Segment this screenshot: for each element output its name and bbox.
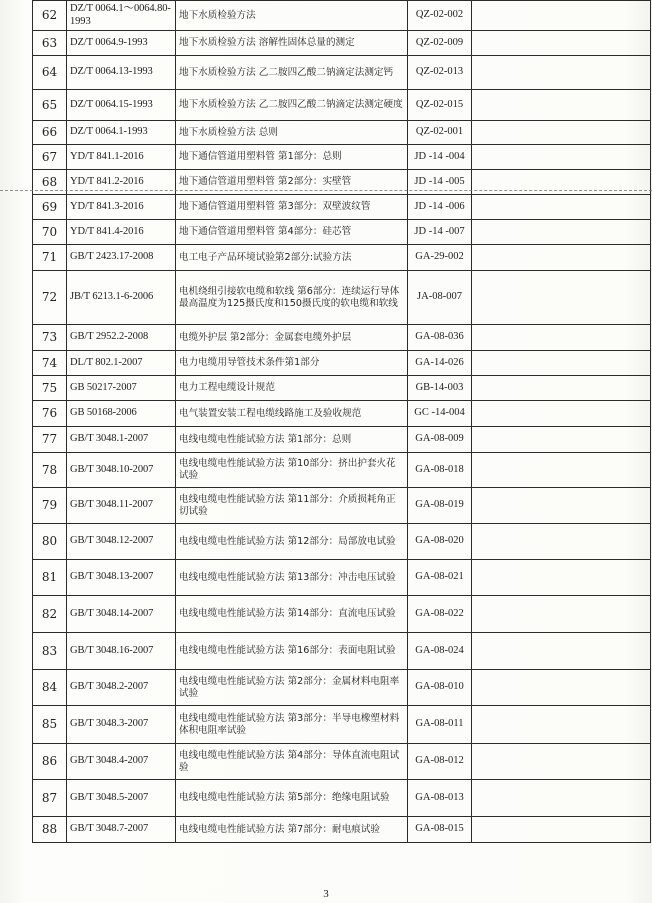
standard-code: DZ/T 0064.9-1993	[67, 31, 176, 56]
table-row	[33, 596, 651, 633]
table-row	[33, 351, 651, 376]
standard-code: YD/T 841.2-2016	[67, 170, 176, 195]
remarks-cell	[472, 376, 651, 401]
row-number: 76	[33, 401, 67, 427]
remarks-cell	[472, 706, 651, 744]
table-row	[33, 817, 651, 843]
standard-code: YD/T 841.1-2016	[67, 145, 176, 170]
standard-code: YD/T 841.4-2016	[67, 220, 176, 245]
remarks-cell	[472, 351, 651, 376]
standard-name: 电线电缆电性能试验方法 第10部分：挤出护套火花试验	[176, 453, 408, 488]
standard-name: 地下通信管道用塑料管 第4部分：硅芯管	[176, 220, 408, 245]
row-number: 69	[33, 195, 67, 220]
standard-name: 电线电缆电性能试验方法 第14部分：直流电压试验	[176, 596, 408, 633]
standard-code: GB/T 3048.13-2007	[67, 560, 176, 596]
remarks-cell	[472, 31, 651, 56]
standard-code: GB/T 3048.14-2007	[67, 596, 176, 633]
record-id: GA-08-022	[408, 596, 472, 633]
record-id: GC -14-004	[408, 401, 472, 427]
standard-name: 电线电缆电性能试验方法 第11部分：介质损耗角正切试验	[176, 488, 408, 524]
table-row	[33, 744, 651, 780]
table-row	[33, 780, 651, 817]
remarks-cell	[472, 453, 651, 488]
record-id: GB-14-003	[408, 376, 472, 401]
standard-code: DL/T 802.1-2007	[67, 351, 176, 376]
standard-name: 电线电缆电性能试验方法 第1部分：总则	[176, 427, 408, 453]
record-id: GA-08-019	[408, 488, 472, 524]
remarks-cell	[472, 427, 651, 453]
table-row	[33, 560, 651, 596]
standard-name: 地下水质检验方法	[176, 1, 408, 31]
row-number: 75	[33, 376, 67, 401]
remarks-cell	[472, 633, 651, 670]
standard-code: GB/T 2952.2-2008	[67, 325, 176, 351]
table-row	[33, 706, 651, 744]
remarks-cell	[472, 596, 651, 633]
standard-name: 电气装置安装工程电缆线路施工及验收规范	[176, 401, 408, 427]
table-row	[33, 488, 651, 524]
standard-code: DZ/T 0064.13-1993	[67, 56, 176, 90]
row-number: 64	[33, 56, 67, 90]
table-row	[33, 670, 651, 706]
row-number: 87	[33, 780, 67, 817]
standards-table	[32, 0, 651, 843]
table-row	[33, 325, 651, 351]
row-number: 81	[33, 560, 67, 596]
standard-name: 地下水质检验方法 乙二胺四乙酸二钠滴定法测定硬度	[176, 90, 408, 121]
standard-name: 地下水质检验方法 溶解性固体总量的测定	[176, 31, 408, 56]
row-number: 63	[33, 31, 67, 56]
record-id: GA-08-009	[408, 427, 472, 453]
standard-code: GB/T 3048.7-2007	[67, 817, 176, 843]
row-number: 79	[33, 488, 67, 524]
standard-name: 地下通信管道用塑料管 第2部分：实壁管	[176, 170, 408, 195]
table-row	[33, 427, 651, 453]
record-id: QZ-02-013	[408, 56, 472, 90]
standard-code: GB/T 3048.5-2007	[67, 780, 176, 817]
record-id: JD -14 -006	[408, 195, 472, 220]
standard-name: 电线电缆电性能试验方法 第16部分：表面电阻试验	[176, 633, 408, 670]
standards-table-body	[33, 1, 651, 843]
row-number: 84	[33, 670, 67, 706]
row-number: 71	[33, 245, 67, 271]
row-number: 67	[33, 145, 67, 170]
remarks-cell	[472, 780, 651, 817]
standard-code: GB/T 3048.4-2007	[67, 744, 176, 780]
remarks-cell	[472, 560, 651, 596]
standard-code: GB/T 3048.2-2007	[67, 670, 176, 706]
row-number: 72	[33, 271, 67, 325]
row-number: 65	[33, 90, 67, 121]
remarks-cell	[472, 817, 651, 843]
record-id: JD -14 -004	[408, 145, 472, 170]
standard-code: YD/T 841.3-2016	[67, 195, 176, 220]
standard-name: 电线电缆电性能试验方法 第7部分：耐电痕试验	[176, 817, 408, 843]
standard-code: GB/T 3048.16-2007	[67, 633, 176, 670]
remarks-cell	[472, 271, 651, 325]
standard-code: GB/T 3048.12-2007	[67, 524, 176, 560]
record-id: GA-08-020	[408, 524, 472, 560]
standard-name: 电缆外护层 第2部分：金属套电缆外护层	[176, 325, 408, 351]
table-row	[33, 31, 651, 56]
row-number: 78	[33, 453, 67, 488]
standard-code: GB/T 3048.1-2007	[67, 427, 176, 453]
table-row	[33, 401, 651, 427]
record-id: GA-14-026	[408, 351, 472, 376]
standard-code: GB/T 2423.17-2008	[67, 245, 176, 271]
remarks-cell	[472, 195, 651, 220]
standard-name: 地下通信管道用塑料管 第3部分：双壁波纹管	[176, 195, 408, 220]
row-number: 73	[33, 325, 67, 351]
row-number: 86	[33, 744, 67, 780]
remarks-cell	[472, 488, 651, 524]
table-row	[33, 145, 651, 170]
record-id: JD -14 -005	[408, 170, 472, 195]
record-id: QZ-02-001	[408, 121, 472, 145]
record-id: QZ-02-015	[408, 90, 472, 121]
table-row	[33, 271, 651, 325]
record-id: JA-08-007	[408, 271, 472, 325]
remarks-cell	[472, 744, 651, 780]
row-number: 68	[33, 170, 67, 195]
standard-name: 电线电缆电性能试验方法 第5部分：绝缘电阻试验	[176, 780, 408, 817]
page-number: 3	[323, 888, 329, 900]
table-row	[33, 90, 651, 121]
standard-name: 电机绕组引接软电缆和软线 第6部分：连续运行导体最高温度为125摄氏度和150摄氏度的软电缆和软线	[176, 271, 408, 325]
table-row	[33, 220, 651, 245]
table-row	[33, 633, 651, 670]
row-number: 74	[33, 351, 67, 376]
record-id: GA-08-015	[408, 817, 472, 843]
standard-code: GB 50217-2007	[67, 376, 176, 401]
table-row	[33, 1, 651, 31]
remarks-cell	[472, 325, 651, 351]
record-id: GA-08-011	[408, 706, 472, 744]
standard-code: DZ/T 0064.15-1993	[67, 90, 176, 121]
standard-name: 电线电缆电性能试验方法 第12部分：局部放电试验	[176, 524, 408, 560]
standard-name: 电线电缆电性能试验方法 第13部分：冲击电压试验	[176, 560, 408, 596]
standard-code: DZ/T 0064.1-1993	[67, 121, 176, 145]
remarks-cell	[472, 1, 651, 31]
table-row	[33, 245, 651, 271]
standard-code: GB 50168-2006	[67, 401, 176, 427]
table-row	[33, 195, 651, 220]
record-id: GA-08-010	[408, 670, 472, 706]
row-number: 80	[33, 524, 67, 560]
standard-code: GB/T 3048.10-2007	[67, 453, 176, 488]
standard-name: 电线电缆电性能试验方法 第4部分：导体直流电阻试验	[176, 744, 408, 780]
table-row	[33, 121, 651, 145]
row-number: 82	[33, 596, 67, 633]
standard-code: JB/T 6213.1-6-2006	[67, 271, 176, 325]
record-id: GA-08-013	[408, 780, 472, 817]
remarks-cell	[472, 90, 651, 121]
remarks-cell	[472, 524, 651, 560]
standard-code: GB/T 3048.11-2007	[67, 488, 176, 524]
remarks-cell	[472, 245, 651, 271]
standard-name: 电线电缆电性能试验方法 第2部分：金属材料电阻率试验	[176, 670, 408, 706]
record-id: QZ-02-002	[408, 1, 472, 31]
standard-code: DZ/T 0064.1～0064.80-1993	[67, 1, 176, 31]
row-number: 85	[33, 706, 67, 744]
standard-name: 电工电子产品环境试验第2部分:试验方法	[176, 245, 408, 271]
remarks-cell	[472, 220, 651, 245]
record-id: GA-08-024	[408, 633, 472, 670]
table-row	[33, 524, 651, 560]
record-id: GA-08-021	[408, 560, 472, 596]
standard-name: 电力电缆用导管技术条件第1部分	[176, 351, 408, 376]
standard-name: 地下通信管道用塑料管 第1部分：总则	[176, 145, 408, 170]
remarks-cell	[472, 121, 651, 145]
row-number: 83	[33, 633, 67, 670]
table-row	[33, 453, 651, 488]
row-number: 62	[33, 1, 67, 31]
standard-name: 电力工程电缆设计规范	[176, 376, 408, 401]
record-id: GA-08-012	[408, 744, 472, 780]
table-row	[33, 376, 651, 401]
row-number: 70	[33, 220, 67, 245]
record-id: JD -14 -007	[408, 220, 472, 245]
record-id: GA-08-018	[408, 453, 472, 488]
standard-name: 地下水质检验方法 乙二胺四乙酸二钠滴定法测定钙	[176, 56, 408, 90]
record-id: QZ-02-009	[408, 31, 472, 56]
row-number: 88	[33, 817, 67, 843]
scan-fold-line	[0, 190, 652, 191]
record-id: GA-08-036	[408, 325, 472, 351]
remarks-cell	[472, 56, 651, 90]
record-id: GA-29-002	[408, 245, 472, 271]
standard-name: 电线电缆电性能试验方法 第3部分：半导电橡塑材料体积电阻率试验	[176, 706, 408, 744]
standard-name: 地下水质检验方法 总则	[176, 121, 408, 145]
remarks-cell	[472, 145, 651, 170]
remarks-cell	[472, 401, 651, 427]
table-row	[33, 56, 651, 90]
row-number: 77	[33, 427, 67, 453]
standard-code: GB/T 3048.3-2007	[67, 706, 176, 744]
remarks-cell	[472, 670, 651, 706]
row-number: 66	[33, 121, 67, 145]
